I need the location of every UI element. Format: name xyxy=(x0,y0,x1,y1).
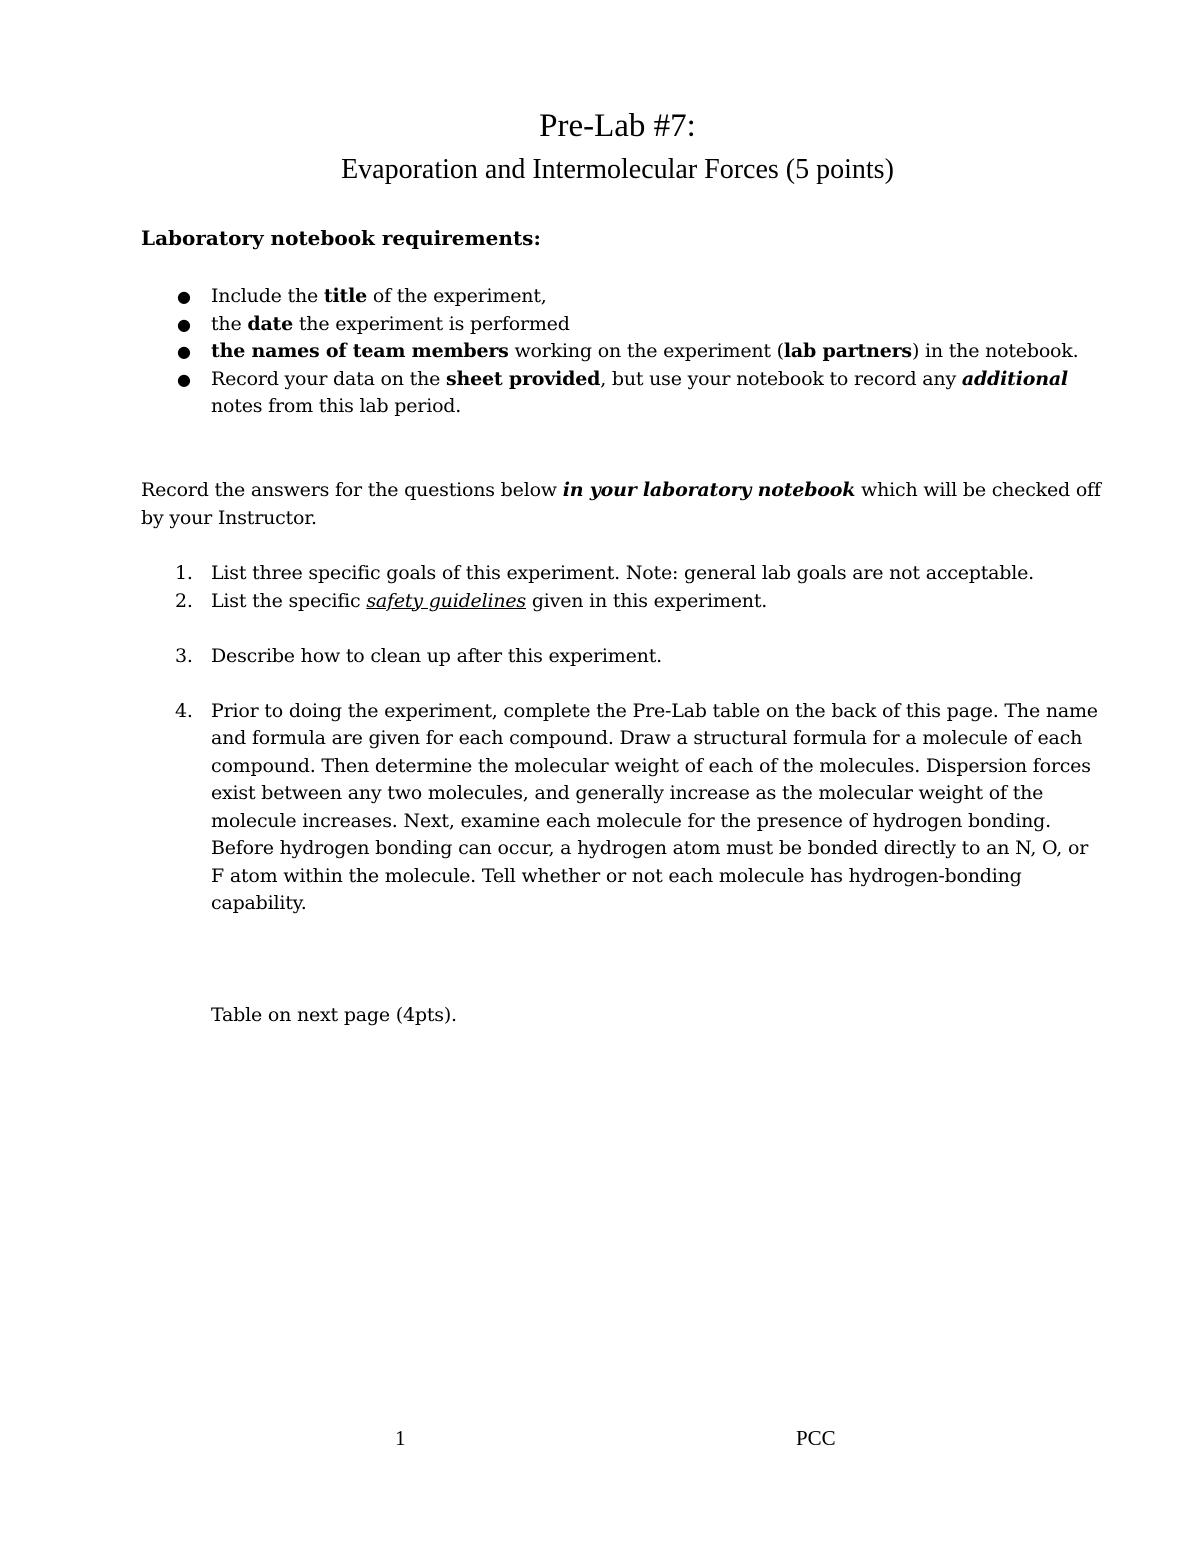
question-number: 4. xyxy=(175,699,193,722)
bullet-icon: ● xyxy=(177,314,191,334)
list-item: ● the names of team members working on the experiment (lab partners) in the notebook. xyxy=(141,338,1101,366)
question-number: 1. xyxy=(175,562,193,584)
list-item: ● Record your data on the sheet provided, but use your notebook to record any additional notes from this lab period. xyxy=(177,367,1068,417)
page-subtitle: Evaporation and Intermolecular Forces (5 points) xyxy=(341,154,894,185)
bullet-icon: ● xyxy=(177,369,191,389)
question-number: 3. xyxy=(175,644,193,667)
question-item: 4. Prior to doing the experiment, complete the Pre-Lab table on the back of this page. The name and formula are given for each compound. Draw a structural formula for a molecule of each compound. Then determine the molecular weight of each of the molecules. Dispersion forces exist between any two molecules, and generally increase as the molecular weight of the molecule increases. Next, examine each molecule for the presence of hydrogen bonding. Before hydrogen bonding can occur, a hydrogen atom must be bonded directly to an N, O, or F atom within the molecule. Tell whether or not each molecule has hydrogen-bonding capability. xyxy=(175,699,1098,914)
list-item: ● the date the experiment is performed xyxy=(141,311,1101,339)
page-title: Pre-Lab #7: xyxy=(539,108,696,144)
footer-page-number: 1 xyxy=(395,1426,406,1450)
question-number: 2. xyxy=(175,589,193,612)
table-note: Table on next page (4pts). xyxy=(211,1004,457,1026)
question-item: 1. List three specific goals of this experiment. Note: general lab goals are not acceptable. xyxy=(141,560,1101,588)
question-item: 2. List the specific safety guidelines given in this experiment. xyxy=(141,588,1101,616)
notebook-requirements-heading: Laboratory notebook requirements: xyxy=(141,226,541,250)
bullet-icon: ● xyxy=(177,287,191,306)
requirements-list xyxy=(141,283,1101,421)
footer-organization: PCC xyxy=(796,1426,836,1450)
question-item: 3. Describe how to clean up after this experiment. xyxy=(141,643,1101,671)
bullet-icon: ● xyxy=(177,342,191,361)
questions-list xyxy=(141,560,1101,918)
list-item: ● Include the title of the experiment, xyxy=(141,283,1101,311)
instructions-paragraph: Record the answers for the questions below in your laboratory notebook which will be checked off by your Instructor. xyxy=(141,479,1101,529)
